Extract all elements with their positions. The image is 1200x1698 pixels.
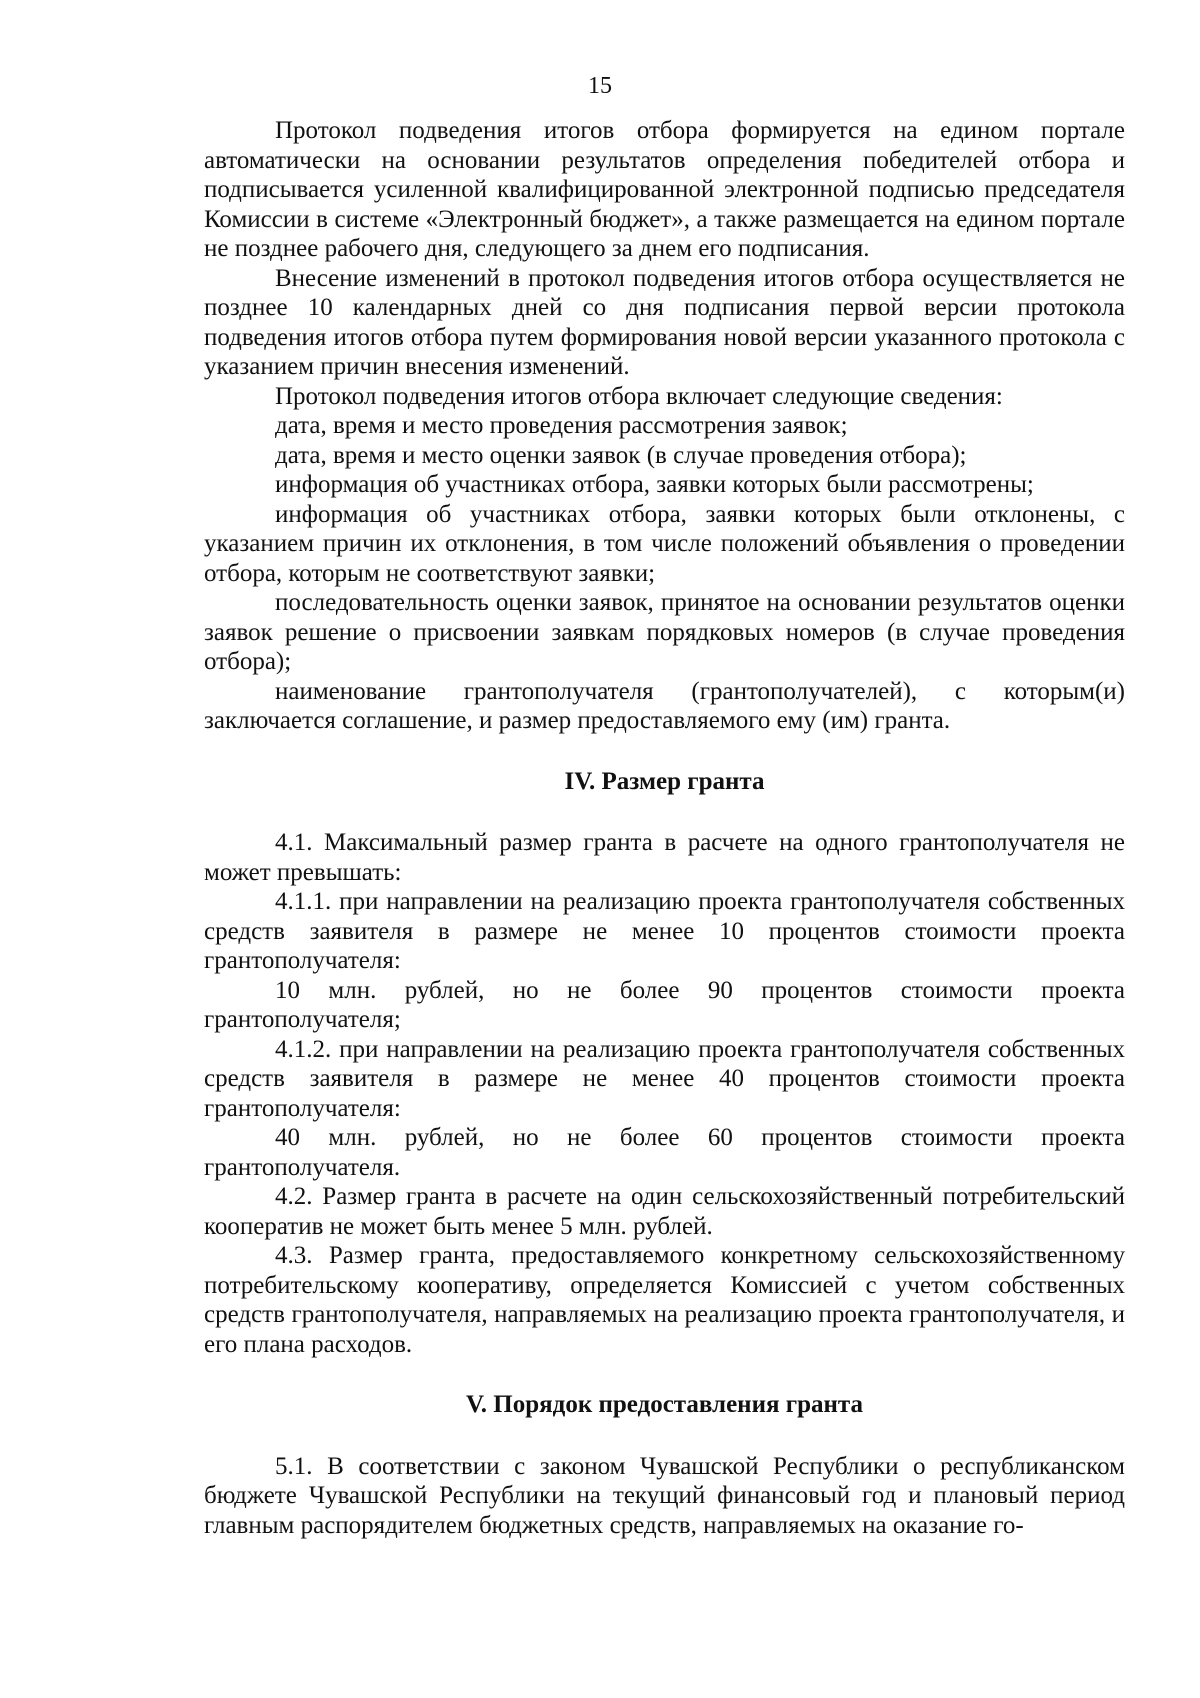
list-item: информация об участниках отбора, заявки которых были рассмотрены; — [275, 471, 1034, 498]
page-number: 15 — [588, 73, 612, 99]
section-heading-v: V. Порядок предоставления гранта — [465, 1391, 864, 1418]
paragraph-5-1: 5.1. В соответствии с законом Чувашской Республики о республиканском бюджете Чувашской Республики на текущий финансовый год и плановый период главным распорядителем бюджетных средств, направляемых на оказание го- — [204, 1452, 1125, 1539]
paragraph-4-1-2: 4.1.2. при направлении на реализацию проекта грантополучателя собственных средств заявителя в размере не менее 40 процентов стоимости проекта грантополучателя: — [204, 1035, 1125, 1122]
paragraph-4-1-1-amount: 10 млн. рублей, но не более 90 процентов стоимости проекта грантополучателя; — [204, 976, 1125, 1033]
paragraph-4-1: 4.1. Максимальный размер гранта в расчете на одного грантополучателя не может превышать: — [204, 829, 1125, 886]
paragraph-protocol-formation: Протокол подведения итогов отбора формируется на едином портале автоматически на основании результатов определения победителей отбора и подписывается усиленной квалифицированной электронной подписью председателя Комиссии в системе «Электронный бюджет», а также размещается на едином портале не позднее рабочего дня, следующего за днем его подписания. — [204, 117, 1125, 262]
list-item: наименование грантополучателя (грантополучателей), с которым(и) заключается соглашение, и размер предоставляемого ему (им) гранта. — [204, 677, 1125, 734]
paragraph-protocol-changes: Внесение изменений в протокол подведения итогов отбора осуществляется не позднее 10 календарных дней со дня подписания первой версии протокола подведения итогов отбора путем формирования новой версии указанного протокола с указанием причин внесения изменений. — [204, 264, 1125, 380]
list-item: последовательность оценки заявок, принятое на основании результатов оценки заявок решение о присвоении заявкам порядковых номеров (в случае проведения отбора); — [204, 589, 1125, 675]
section-heading-iv: IV. Размер гранта — [564, 767, 765, 795]
paragraph-4-1-1: 4.1.1. при направлении на реализацию проекта грантополучателя собственных средств заявителя в размере не менее 10 процентов стоимости проекта грантополучателя: — [204, 888, 1125, 974]
paragraph-4-2: 4.2. Размер гранта в расчете на один сельскохозяйственный потребительский кооператив не может быть менее 5 млн. рублей. — [204, 1183, 1125, 1240]
document-body — [204, 116, 1125, 1540]
paragraph-4-3: 4.3. Размер гранта, предоставляемого конкретному сельскохозяйственному потребительскому кооперативу, определяется Комиссией с учетом собственных средств грантополучателя, направляемых на реализацию проекта грантополучателя, и его плана расходов. — [204, 1242, 1125, 1358]
list-item: информация об участниках отбора, заявки которых были отклонены, с указанием причин их отклонения, в том числе положений объявления о проведении отбора, которым не соответствуют заявки; — [204, 500, 1125, 587]
paragraph-4-1-2-amount: 40 млн. рублей, но не более 60 процентов стоимости проекта грантополучателя. — [204, 1124, 1125, 1181]
list-item: дата, время и место проведения рассмотрения заявок; — [275, 412, 848, 439]
paragraph-protocol-contents: Протокол подведения итогов отбора включает следующие сведения: — [275, 382, 1003, 410]
list-item: дата, время и место оценки заявок (в случае проведения отбора); — [275, 441, 967, 469]
